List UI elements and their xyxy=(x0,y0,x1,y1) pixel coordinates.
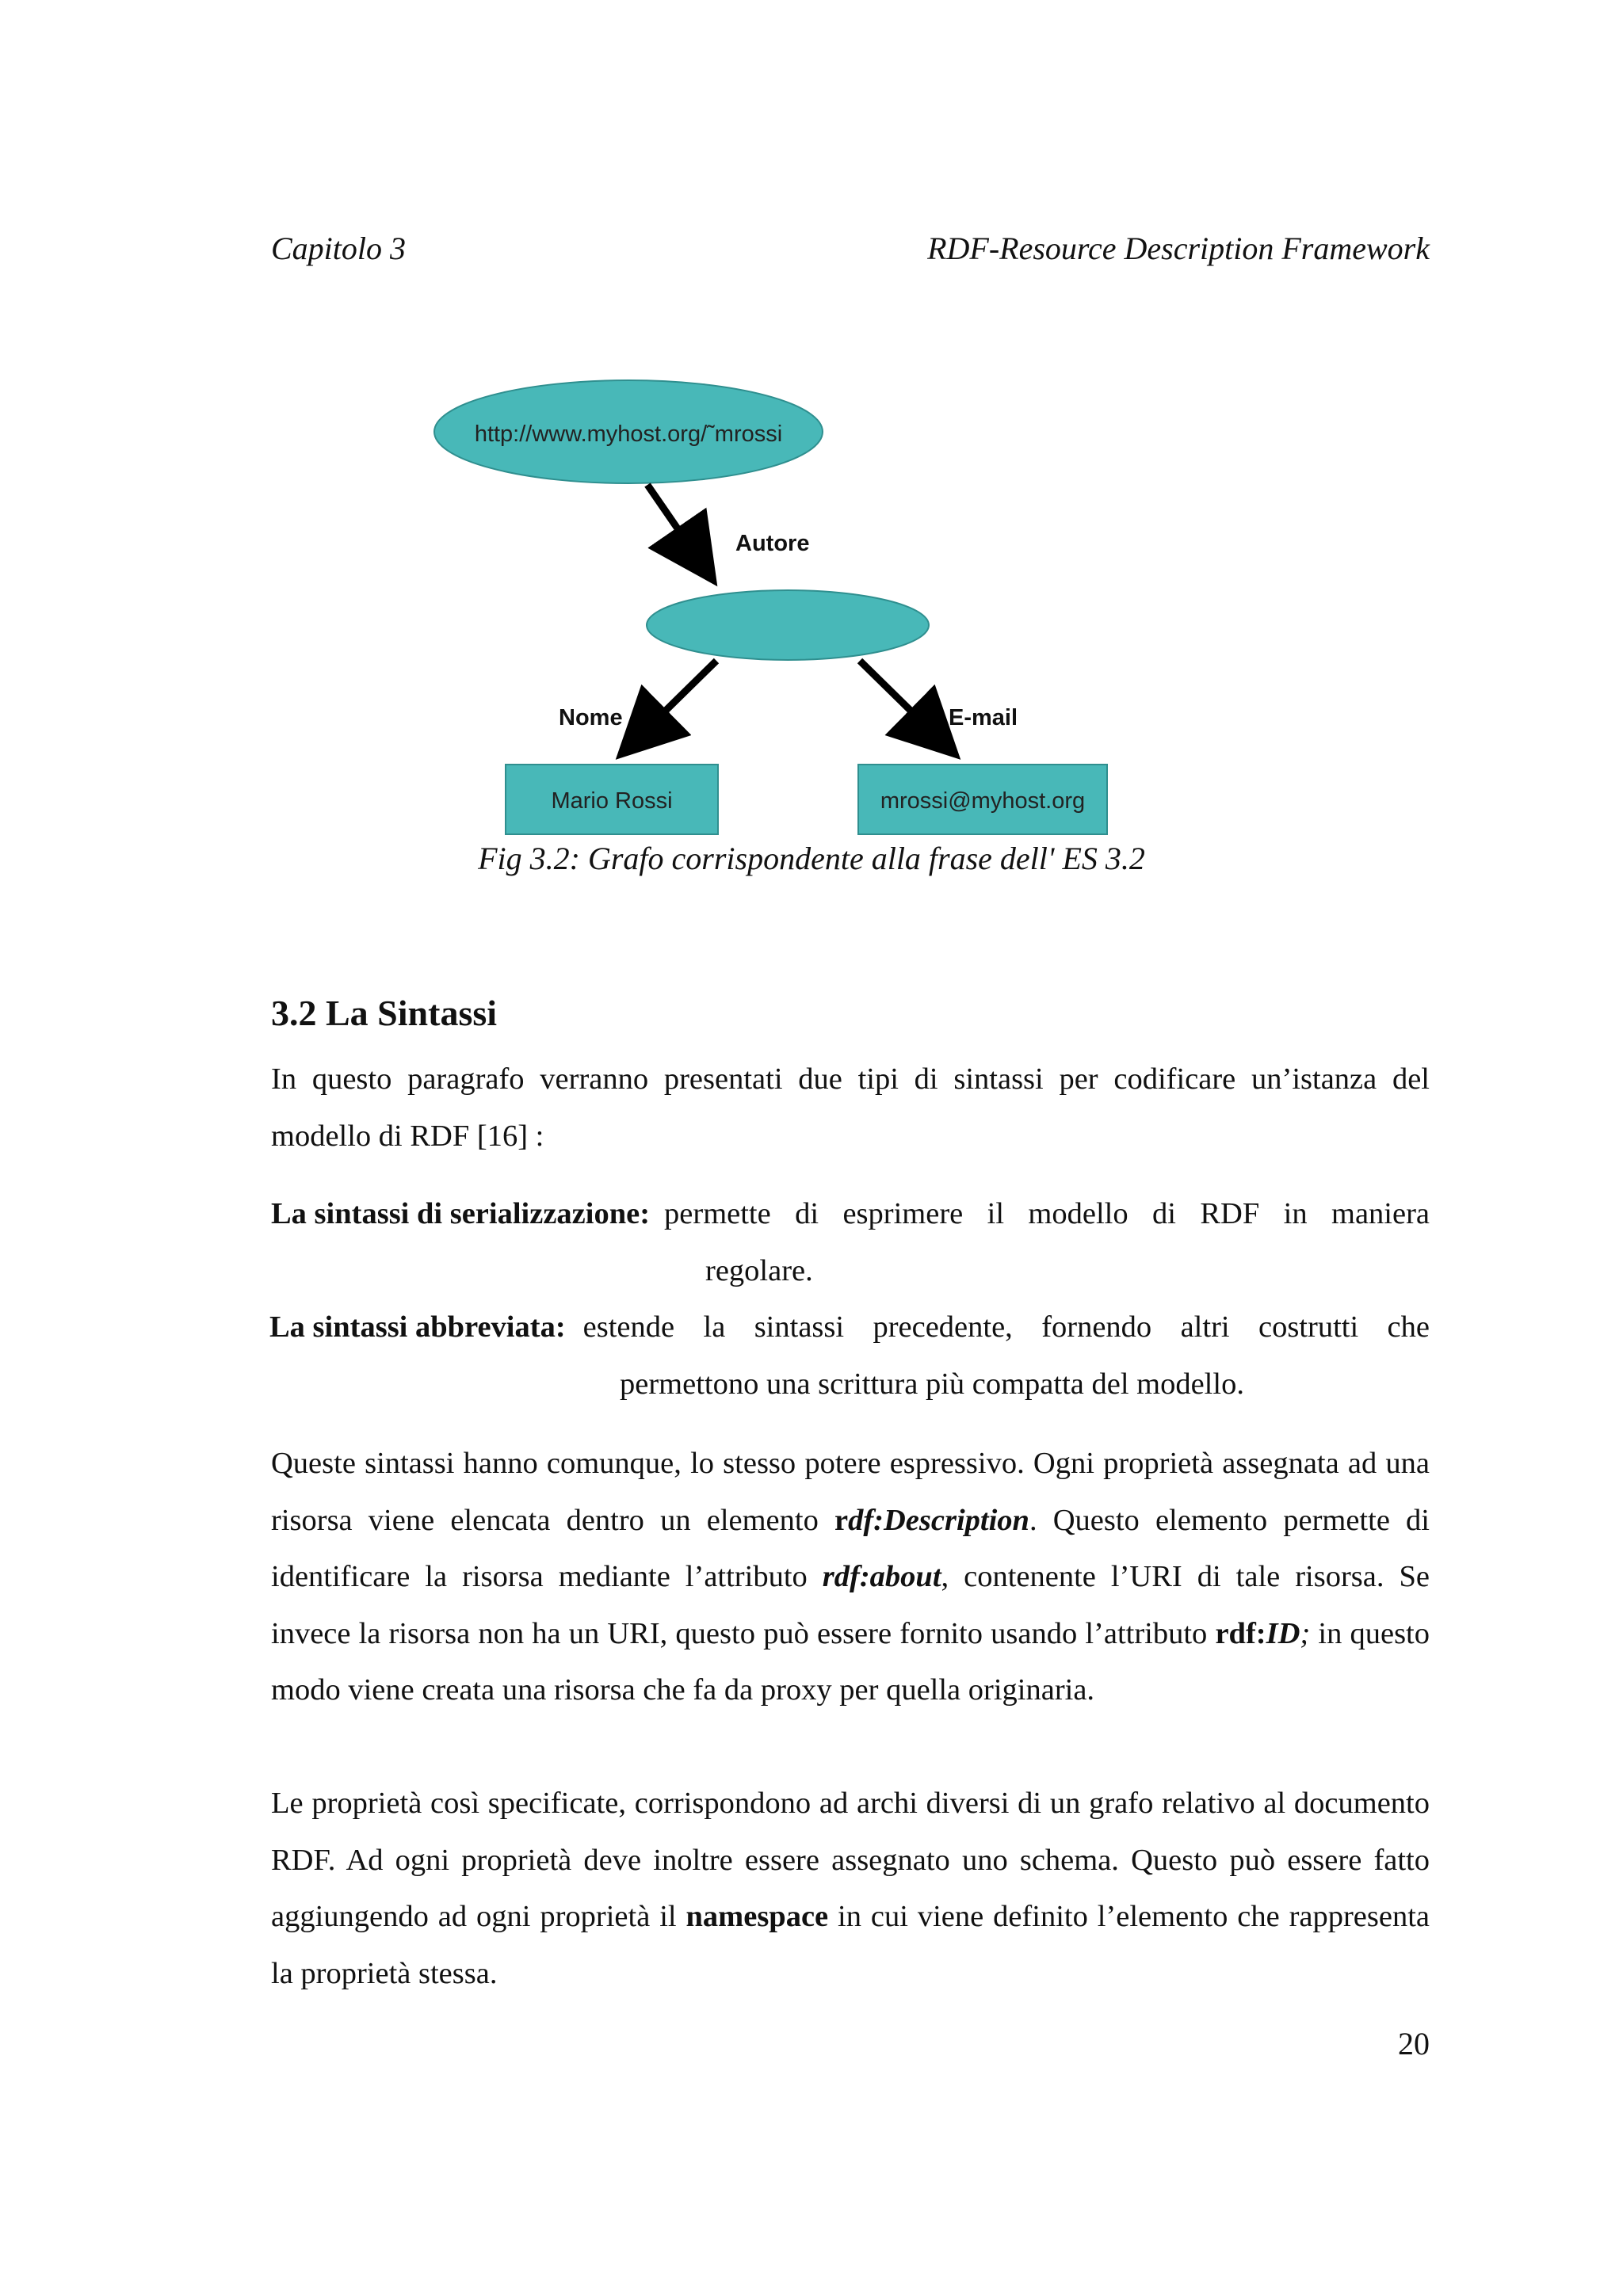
definition-desc-line1: estende la sintassi precedente, fornendo altri costrutti che xyxy=(582,1310,1430,1344)
definition-desc-line2: regolare. xyxy=(705,1253,813,1287)
paragraph-description-element: Queste sintassi hanno comunque, lo stesso potere espressivo. Ogni proprietà assegnata ad una risorsa viene elencata dentro un elemento rdf:Description. Questo elemento permette di identificare la risorsa mediante l’attributo rdf:about, contenente l’URI di tale risorsa. Se invece la risorsa non ha un URI, questo può essere fornito usando l’attributo rdf:ID; in questo modo viene creata una risorsa che fa da proxy per quella originaria. xyxy=(271,1447,1430,1707)
definition-desc-line2: permettono una scrittura più compatta del modello. xyxy=(620,1367,1244,1401)
definition-term: La sintassi di serializzazione: xyxy=(271,1197,651,1230)
definition-term: La sintassi abbreviata: xyxy=(269,1310,566,1344)
root-resource-label: http://www.myhost.org/˜mrossi xyxy=(474,421,783,447)
definition-serialization xyxy=(271,1186,1430,1299)
leaf-email-label: mrossi@myhost.org xyxy=(880,788,1086,814)
edge-nome-arrow xyxy=(631,661,716,745)
edge-autore-label: Autore xyxy=(735,531,810,556)
running-header-chapter: Capitolo 3 xyxy=(271,231,407,266)
figure-caption: Fig 3.2: Grafo corrispondente alla frase dell' ES 3.2 xyxy=(478,841,1145,876)
blank-node xyxy=(647,590,929,660)
paragraph-namespace: Le proprietà così specificate, corrispondono ad archi diversi di un grafo relativo al documento RDF. Ad ogni proprietà deve inoltre essere assegnato uno schema. Questo può essere fatto aggiungendo ad ogni proprietà il namespace in cui viene definito l’elemento che rappresenta la proprietà stessa. xyxy=(271,1787,1430,1990)
edge-email-arrow xyxy=(860,661,945,745)
leaf-name-label: Mario Rossi xyxy=(551,788,673,814)
rdf-graph-figure xyxy=(0,0,1623,911)
section-heading: 3.2 La Sintassi xyxy=(271,993,498,1033)
edge-email-label: E-mail xyxy=(949,705,1018,730)
definition-abbreviated xyxy=(269,1299,1430,1413)
intro-paragraph: In questo paragrafo verranno presentati due tipi di sintassi per codificare un’istanza del modello di RDF [16] : xyxy=(271,1062,1430,1153)
running-header-title: RDF-Resource Description Framework xyxy=(927,231,1430,266)
definition-desc-line1: permette di esprimere il modello di RDF in maniera xyxy=(664,1197,1430,1230)
edge-autore-arrow xyxy=(647,485,705,569)
page-number: 20 xyxy=(1398,2026,1430,2061)
edge-nome-label: Nome xyxy=(559,705,623,730)
